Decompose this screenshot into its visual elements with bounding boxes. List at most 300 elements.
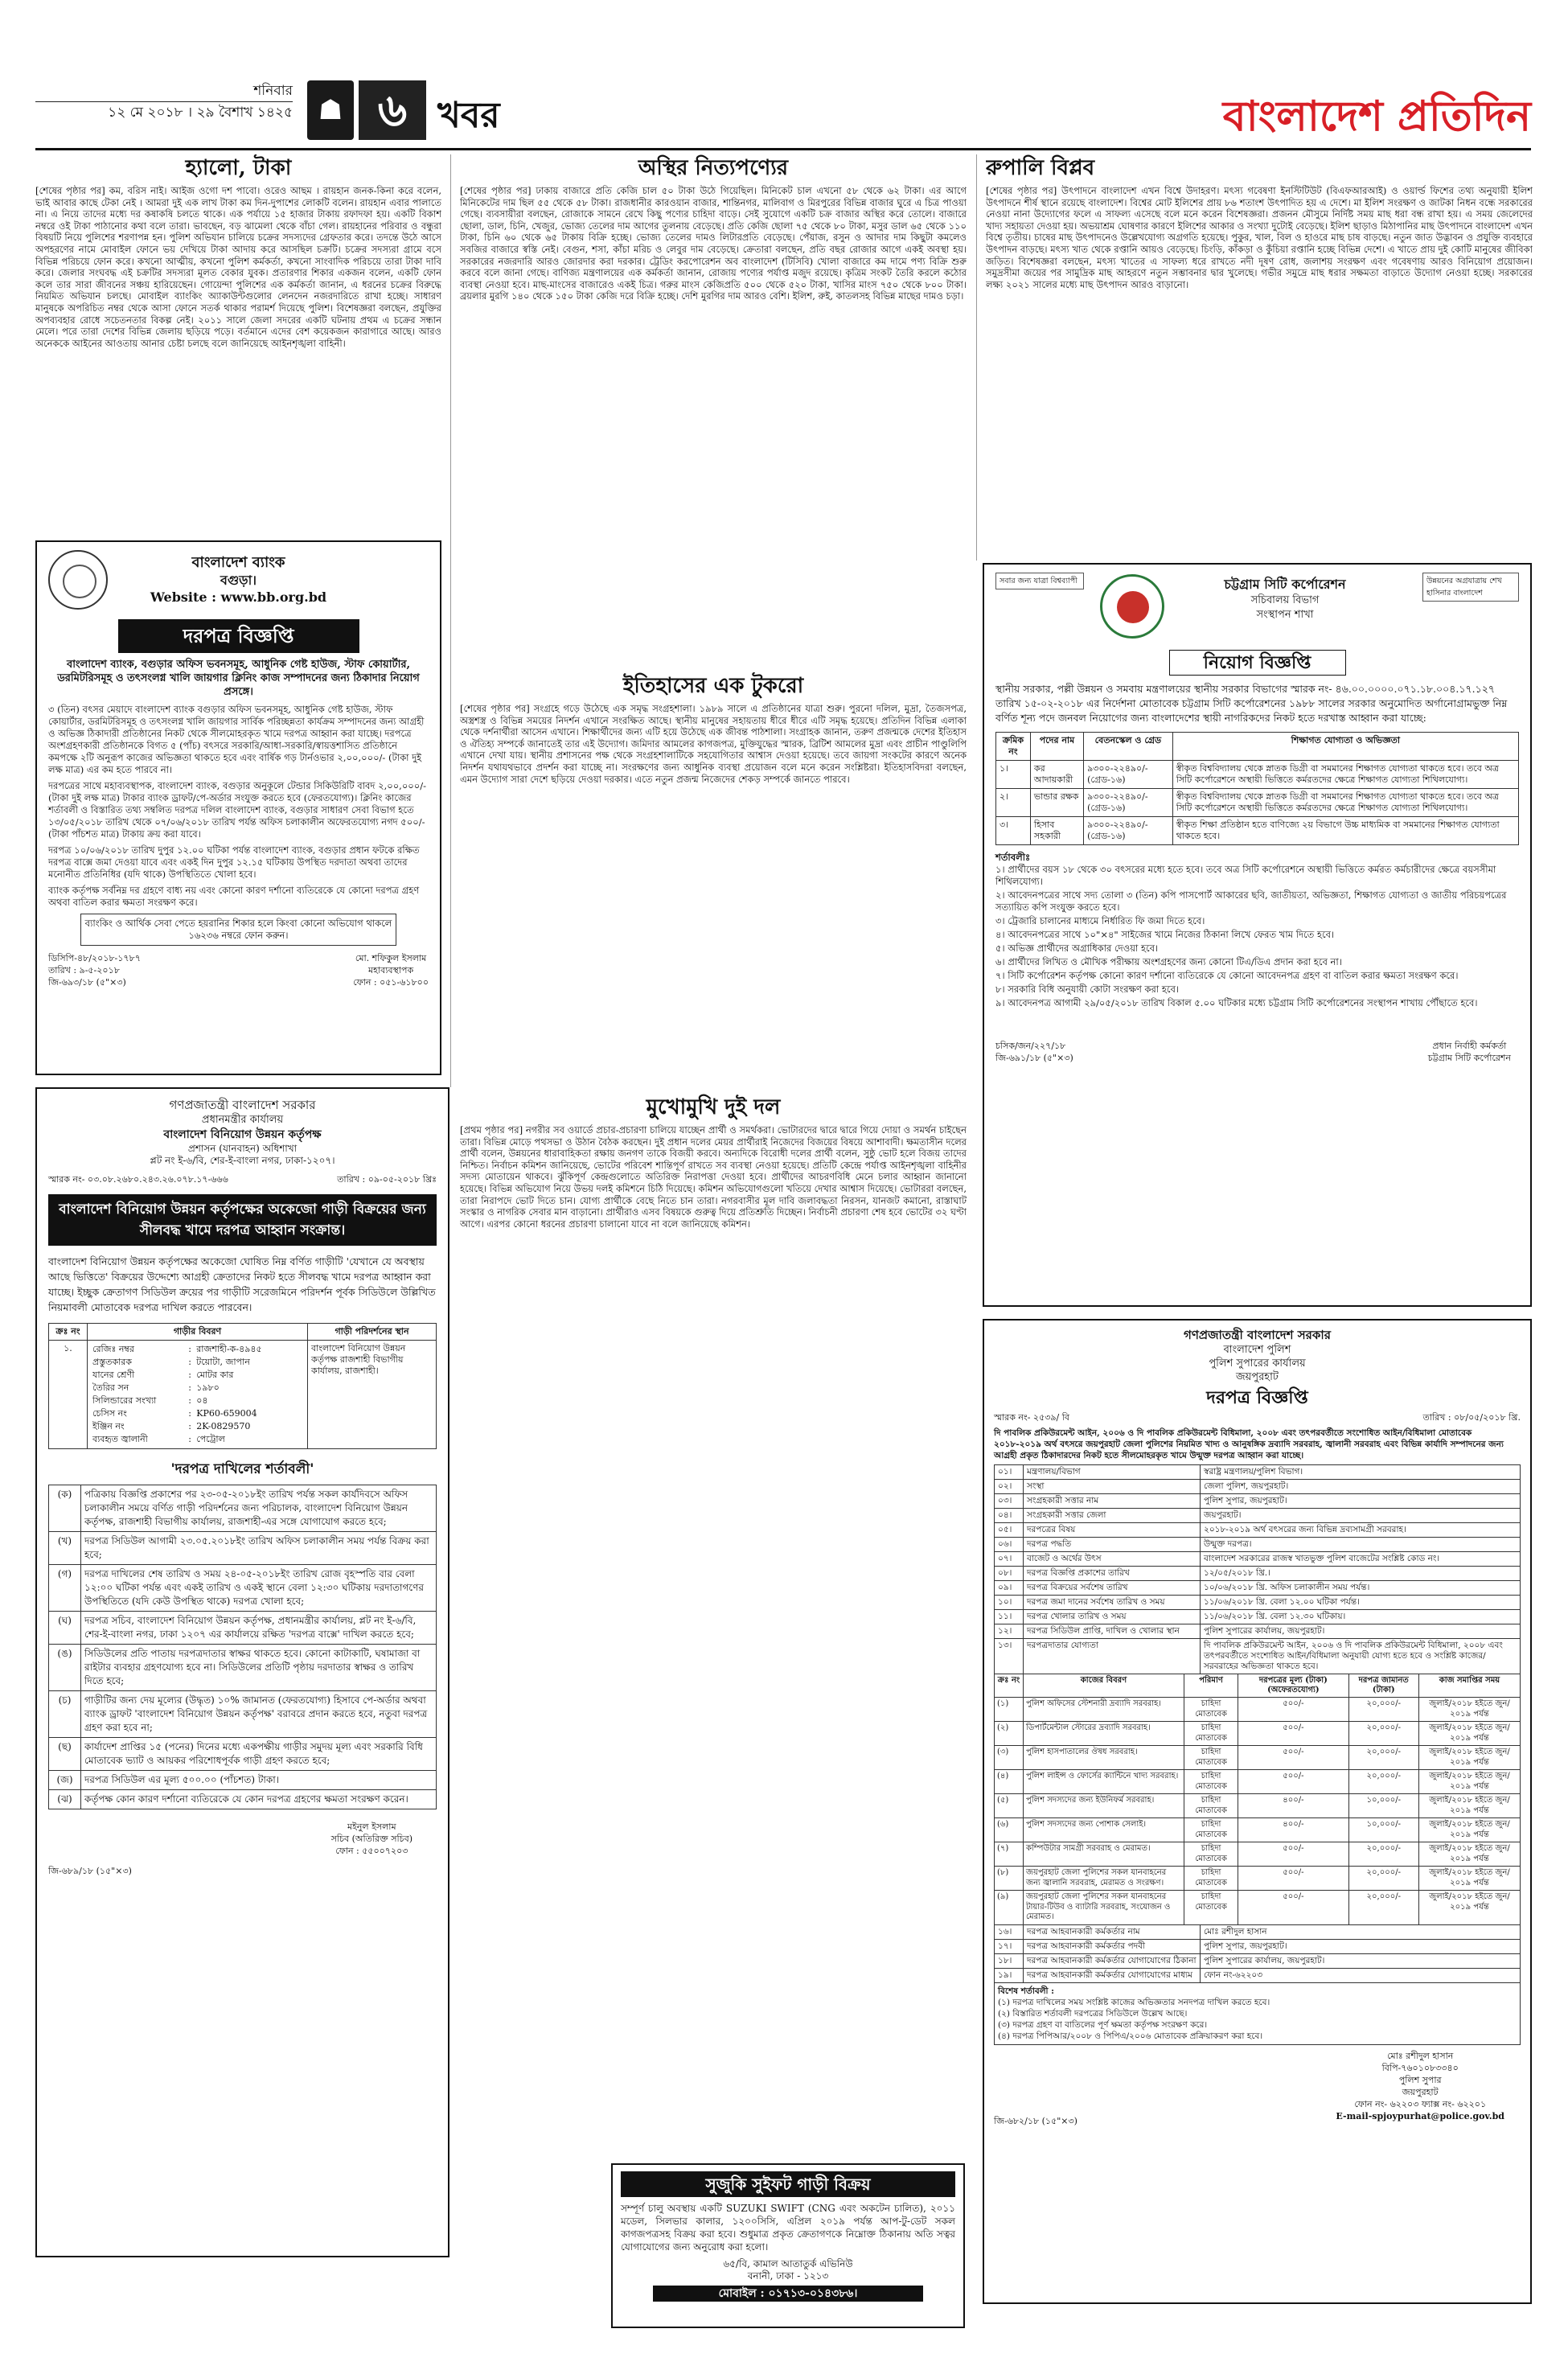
table-cell: মোঃ রশীদুল হাসান bbox=[1201, 1924, 1521, 1939]
term-text: পত্রিকায় বিজ্ঞপ্তি প্রকাশের পর ২৩-০৫-২০১৮ইং তারিখ পর্যন্ত সকল কার্যদিবসে অফিস চলাকালীন সময়ে বর্ণিত গাড়ী পরিদর্শনের জন্য পরিচালক, বাংলাদেশ বিনিয়োগ উন্নয়ন কর্তৃপক্ষ, রাজশাহী বিভাগীয় কার্যালয়, রাজশাহী-এর সঙ্গে যোগাযোগ করতে হবে; bbox=[81, 1485, 437, 1532]
ad-suzuki-swift bbox=[611, 2163, 965, 2328]
table-cell: পুলিশ হাসপাতালের ঔষধ সরবরাহ। bbox=[1024, 1746, 1184, 1770]
term-text: দরপত্র সচিব, বাংলাদেশ বিনিয়োগ উন্নয়ন কর্তৃপক্ষ, প্রধানমন্ত্রীর কার্যালয়, প্লট নং ই-৬/বি, শের-ই-বাংলা নগর, ঢাকা ১২০৭ এর কার্যালয়ে রক্ষিত 'দরপত্র বাক্সে' দাখিল করতে হবে; bbox=[81, 1612, 437, 1645]
term-key: (জ) bbox=[49, 1771, 81, 1790]
ad-bangladesh-bank-tender bbox=[35, 540, 441, 1075]
ad-address: ৬৫/বি, কামাল আতাতুর্ক এভিনিউ bbox=[723, 2258, 853, 2269]
table-cell: চাহিদা মোতাবেক bbox=[1184, 1891, 1238, 1925]
table-cell: (১) bbox=[995, 1698, 1024, 1722]
table-cell: ১১। bbox=[995, 1610, 1024, 1624]
date-line: ১২ মে ২০১৮ । ২৯ বৈশাখ ১৪২৫ bbox=[108, 105, 293, 121]
table-cell: জুলাই/২০১৮ হইতে জুন/২০১৯ পর্যন্ত bbox=[1418, 1794, 1520, 1818]
ad-ref: চসিক/জন/২২৭/১৮ bbox=[995, 1041, 1066, 1051]
table-header: দরপত্রের মূল্য (টাকা) (অফেরতযোগ্য) bbox=[1238, 1674, 1348, 1698]
table-row bbox=[995, 1567, 1521, 1581]
ad-title: দরপত্র বিজ্ঞপ্তি bbox=[118, 619, 359, 653]
table-cell: ৫০০/- bbox=[1238, 1746, 1348, 1770]
table-cell: ২। bbox=[996, 789, 1031, 817]
term-row bbox=[49, 1645, 437, 1691]
table-cell: পুলিশ অফিসের স্টেশনারী দ্রব্যাদি সরবরাহ। bbox=[1024, 1698, 1184, 1722]
ad-branch: বগুড়া। bbox=[220, 573, 257, 588]
ad-phone: ফোন : ৫৫০০৭২০৩ bbox=[335, 1846, 408, 1856]
table-cell: দরপত্রদাতার যোগ্যতা bbox=[1024, 1639, 1201, 1674]
table-cell: সংগ্রহকারী সত্তার জেলা bbox=[1024, 1509, 1201, 1523]
ad-code: জি-৬৮২/১৮ (১৫"×৩) bbox=[994, 2115, 1077, 2126]
table-cell: দরপত্র খোলার তারিখ ও সময় bbox=[1024, 1610, 1201, 1624]
table-cell: ৫০০/- bbox=[1238, 1770, 1348, 1794]
term-item: ১। প্রার্থীদের বয়স ১৮ থেকে ৩০ বৎসরের মধ্যে হতে হবে। তবে অত্র সিটি কর্পোরেশনে অস্থায়ী ভিত্তিতে কর্মরত কর্মচারীদের ক্ষেত্রে বয়সসীমা শিথিলযোগ্য। bbox=[995, 864, 1496, 887]
ad-code: জি-৬৯৩/১৮ (৫"×৩) bbox=[48, 977, 126, 988]
table-cell: কর আদায়কারী bbox=[1030, 761, 1083, 789]
table-row bbox=[995, 1581, 1521, 1596]
table-row bbox=[995, 1924, 1521, 1939]
ad-memo-date: তারিখ : ০৯-০৫-২০১৮ খ্রিঃ bbox=[337, 1174, 437, 1185]
table-row bbox=[995, 1509, 1521, 1523]
ad-body: সম্পূর্ণ চালু অবস্থায় একটি SUZUKI SWIFT (CNG এবং অকটেন চালিত), ২০১১ মডেল, সিলভার কালার, ১২০০সিসি, এপ্রিল ২০১৯ পর্যন্ত আপ-টু-ডেট সকল কাগজপত্রসহ বিক্রয় করা হবে। শুধুমাত্র প্রকৃত ক্রেতাগণকে নিম্নোক্ত ঠিকানায় অতি সত্বর যোগাযোগের জন্য অনুরোধ করা হলো। bbox=[621, 2203, 955, 2253]
table-row bbox=[995, 1596, 1521, 1610]
ad-corp: চট্টগ্রাম সিটি কর্পোরেশন bbox=[1224, 577, 1346, 592]
spec-row bbox=[91, 1394, 304, 1407]
table-row bbox=[995, 1523, 1521, 1538]
bangladesh-bank-seal-icon bbox=[48, 550, 108, 610]
works-table bbox=[994, 1674, 1521, 1925]
table-header: কাজের বিবরণ bbox=[1024, 1674, 1184, 1698]
spec-colon: : bbox=[188, 1434, 191, 1444]
tender-info-table bbox=[994, 1464, 1521, 1674]
table-cell: (৫) bbox=[995, 1794, 1024, 1818]
spec-colon: : bbox=[188, 1357, 191, 1367]
table-cell: চাহিদা মোতাবেক bbox=[1184, 1698, 1238, 1722]
ad-gov: গণপ্রজাতন্ত্রী বাংলাদেশ সরকার bbox=[169, 1098, 316, 1112]
term-row bbox=[49, 1691, 437, 1738]
masthead-rule bbox=[35, 148, 1531, 150]
table-row bbox=[995, 1538, 1521, 1552]
newspaper-logo: বাংলাদেশ প্রতিদিন bbox=[1222, 92, 1531, 141]
table-row bbox=[995, 1842, 1521, 1867]
column-divider bbox=[976, 154, 977, 561]
table-cell: ৯৩০০-২২৪৯০/- (গ্রেড-১৬) bbox=[1084, 789, 1173, 817]
table-cell: দরপত্র বিজ্ঞপ্তি প্রকাশের তারিখ bbox=[1024, 1567, 1201, 1581]
ad-intro: স্থানীয় সরকার, পল্লী উন্নয়ন ও সমবায় মন্ত্রণালয়ের স্থানীয় সরকার বিভাগের স্মারক নং- ৪৬.০০.০০০০.০৭১.১৮.০০৪.১৭.১২৭ তারিখ ১৫-০২-২০১৮ এর নির্দেশনা মোতাবেক চট্টগ্রাম সিটি কর্পোরেশনের ১৯৮৮ সালের সরকার অনুমোদিত অর্গানোগ্রামভুক্ত নিম্ন বর্ণিত শূন্য পদে জনবল নিয়োগের জন্য বাংলাদেশের স্থায়ী নাগরিকদের নিকট হতে দরখাস্ত আহ্বান করা যাচ্ছে: bbox=[995, 683, 1508, 724]
term-text: দরপত্র সিডিউল আগামী ২৩.০৫.২০১৮ইং তারিখ অফিস চলাকালীন সময় পর্যন্ত বিক্রয় করা হবে; bbox=[81, 1532, 437, 1565]
table-header: দরপত্র জামানত (টাকা) bbox=[1348, 1674, 1418, 1698]
table-header: গাড়ীর বিবরণ bbox=[88, 1324, 308, 1341]
table-cell: ১। bbox=[996, 761, 1031, 789]
spec-value: টয়োটা, জাপান bbox=[196, 1357, 250, 1367]
table-row bbox=[995, 1968, 1521, 1982]
table-cell: ১৯। bbox=[995, 1968, 1024, 1982]
table-cell: ০৭। bbox=[995, 1552, 1024, 1567]
term-row bbox=[49, 1485, 437, 1532]
table-cell: ২০,০০০/- bbox=[1348, 1770, 1418, 1794]
column-divider bbox=[450, 154, 451, 1087]
table-cell: (২) bbox=[995, 1722, 1024, 1746]
spec-value: রাজশাহী-ক-৪৯৪৫ bbox=[196, 1344, 262, 1354]
term-item: ৮। সরকারি বিধি অনুযায়ী কোটা সংরক্ষণ করা হবে। bbox=[995, 984, 1180, 995]
ad-phone: ফোন নং- ৬২২০৩ ফ্যাক্স নং- ৬২২০১ bbox=[1354, 2098, 1487, 2109]
term-row bbox=[49, 1738, 437, 1771]
vehicle-specs bbox=[88, 1341, 308, 1449]
table-cell: দি পাবলিক প্রকিউরমেন্ট আইন, ২০০৬ ও দি পাবলিক প্রকিউরমেন্ট বিধিমালা, ২০০৮ এবং তৎপরবর্তীতে সংশোধিত আইন/বিধিমালা অনুযায়ী যোগ্য হতে হবে ও সংশ্লিষ্ট কাজের/সরবরাহের অভিজ্ঞতা থাকতে হবে। bbox=[1201, 1639, 1521, 1674]
table-cell: সংস্থা bbox=[1024, 1480, 1201, 1494]
ad-org: বাংলাদেশ পুলিশ bbox=[1223, 1344, 1291, 1356]
term-row bbox=[49, 1565, 437, 1612]
table-cell: দরপত্র বিক্রয়ের সর্বশেষ তারিখ bbox=[1024, 1581, 1201, 1596]
ad-banner: বাংলাদেশ বিনিয়োগ উন্নয়ন কর্তৃপক্ষের অকেজো গাড়ী বিক্রয়ের জন্য সীলবদ্ধ খামে দরপত্র আহ্বান সংক্রান্ত। bbox=[48, 1194, 437, 1246]
spec-label: তৈরির সন bbox=[92, 1382, 129, 1393]
ad-hotline: ব্যাংকিং ও আর্থিক সেবা পেতে হয়রানির শিকার হলে কিংবা কোনো অভিযোগ থাকলে ১৬২৩৬ নম্বরে ফোন করুন। bbox=[80, 914, 396, 946]
table-row bbox=[995, 1794, 1521, 1818]
table-cell: চাহিদা মোতাবেক bbox=[1184, 1818, 1238, 1842]
table-cell: ৯৩০০-২২৪৯০/- (গ্রেড-১৬) bbox=[1084, 817, 1173, 845]
table-cell: ১১/০৬/২০১৮ খ্রি. বেলা ১২.০০ ঘটিকা পর্যন্ত। bbox=[1201, 1596, 1521, 1610]
term-row bbox=[49, 1532, 437, 1565]
ad-paragraph: ব্যাংক কর্তৃপক্ষ সর্বনিম্ন দর গ্রহণে বাধ্য নয় এবং কোনো কারণ দর্শানো ব্যতিরেকে যে কোনো দরপত্র গ্রহণ অথবা বাতিল করার ক্ষমতা সংরক্ষণ করে। bbox=[48, 885, 420, 908]
article-headline: হ্যালো, টাকা bbox=[185, 156, 292, 180]
page-number: ৬ bbox=[359, 80, 426, 140]
table-row bbox=[996, 789, 1519, 817]
table-row bbox=[996, 817, 1519, 845]
table-cell: পুলিশ সুপার, জয়পুরহাট। bbox=[1201, 1494, 1521, 1509]
term-text: কার্যাদেশ প্রাপ্তির ১৫ (পনের) দিনের মধ্যে একপক্ষীয় গাড়ীর সমুদয় মূল্য এবং সরকারি বিধি মোতাবেক ভ্যাট ও আয়কর পরিশোধপূর্বক গাড়ী গ্রহণ করতে হবে; bbox=[81, 1738, 437, 1771]
ad-office: পুলিশ সুপারের কার্যালয় bbox=[1209, 1357, 1306, 1370]
left-badge: সবার জন্য যাত্রা বিশ্বব্যাপী bbox=[995, 573, 1084, 589]
ad-office: প্রধানমন্ত্রীর কার্যালয় bbox=[201, 1114, 284, 1126]
ad-intro: বাংলাদেশ বিনিয়োগ উন্নয়ন কর্তৃপক্ষের অকেজো ঘোষিত নিম্ন বর্ণিত গাড়ীটি 'যেখানে যে অবস্থায় আছে ভিত্তিতে' বিক্রয়ের উদ্দেশ্যে আগ্রহী ক্রেতাদের নিকট হতে সীলবদ্ধ খামে দরপত্র আহ্বান করা যাচ্ছে। ইচ্ছুক ক্রেতাগণ সিডিউল ক্রয়ের পর গাড়ীটি সরেজমিনে পরিদর্শন পূর্বক সিডিউলে উল্লিখিত নিয়মাবলী মোতাবেক দরপত্র দাখিল করতে পারবেন। bbox=[48, 1255, 436, 1313]
ad-signer: মোঃ রশীদুল হাসান bbox=[1387, 2050, 1454, 2061]
table-cell: জুলাই/২০১৮ হইতে জুন/২০১৯ পর্যন্ত bbox=[1418, 1698, 1520, 1722]
term-item: ২। আবেদনপত্রের সাথে সদ্য তোলা ৩ (তিন) কপি পাসপোর্ট আকারের ছবি, জাতীয়তা, অভিজ্ঞতা, শিক্ষাগত যোগ্যতা ও জাতীয় পরিচয়পত্রের সত্যায়িত কপি সংযুক্ত করতে হবে। bbox=[995, 889, 1507, 913]
table-cell: পুলিশ সুপারের কার্যালয়, জয়পুরহাট। bbox=[1201, 1953, 1521, 1968]
ad-badge: বিপি-৭৬০১০৮৩৩৪০ bbox=[1381, 2062, 1459, 2073]
table-header: পদের নাম bbox=[1030, 733, 1083, 761]
weekday: শনিবার bbox=[35, 80, 293, 102]
article-rice-prices bbox=[460, 154, 967, 669]
table-cell: হিসাব সহকারী bbox=[1030, 817, 1083, 845]
ad-signer-title: পুলিশ সুপার bbox=[1398, 2074, 1442, 2085]
spec-colon: : bbox=[188, 1395, 191, 1406]
ad-org: বাংলাদেশ ব্যাংক bbox=[191, 554, 285, 571]
table-cell: স্বীকৃত বিশ্ববিদ্যালয় থেকে স্নাতক ডিগ্রী বা সমমানের শিক্ষাগত যোগ্যতা থাকতে হবে। তবে অত্র সিটি কর্পোরেশনে অস্থায়ী ভিত্তিতে কর্মরতদের ক্ষেত্রে শিক্ষাগত যোগ্যতা শিথিলযোগ্য। bbox=[1172, 789, 1518, 817]
table-row bbox=[995, 1939, 1521, 1953]
spec-row bbox=[91, 1420, 304, 1433]
table-cell: ৫০০/- bbox=[1238, 1698, 1348, 1722]
article-body: [প্রথম পৃষ্ঠার পর] নগরীর সব ওয়ার্ডে প্রচার-প্রচারণা চালিয়ে যাচ্ছেন প্রার্থী ও সমর্থকরা। ভোটারদের দ্বারে দ্বারে গিয়ে দোয়া ও সমর্থন চাইছেন তারা। বিভিন্ন মোড়ে পথসভা ও উঠান বৈঠক করছেন। দুই প্রধান দলের মেয়র প্রার্থীরাই নিজেদের বিজয়ের বিষয়ে আশাবাদী। ক্ষমতাসীন দলের প্রার্থী বলেন, উন্নয়নের ধারাবাহিকতা রক্ষায় জনগণ তাকে বিজয়ী করবে। অন্যদিকে বিরোধী দলের প্রার্থী বলেন, সুষ্ঠু ভোট হলে বিজয় তাদের নিশ্চিত। নির্বাচন কমিশন জানিয়েছে, ভোটের পরিবেশ শান্তিপূর্ণ রাখতে সব ব্যবস্থা নেওয়া হয়েছে। প্রতিটি কেন্দ্রে পর্যাপ্ত আইনশৃঙ্খলা বাহিনীর সদস্য মোতায়েন থাকবে। ঝুঁকিপূর্ণ কেন্দ্রগুলোতে অতিরিক্ত নিরাপত্তা দেওয়া হবে। প্রার্থীদের আচরণবিধি মেনে চলার আহ্বান জানানো হয়েছে। বিভিন্ন অভিযোগ নিয়ে উভয় দলই কমিশনে চিঠি দিয়েছে। কমিশন অভিযোগগুলো খতিয়ে দেখার আশ্বাস দিয়েছে। ভোটাররা বলছেন, তারা নিরাপদে ভোট দিতে চান। যোগ্য প্রার্থীকে বেছে নিতে চান তারা। নগরবাসীর মূল দাবি জলাবদ্ধতা নিরসন, যানজট কমানো, রাস্তাঘাট সংস্কার ও নাগরিক সেবার মান বাড়ানো। প্রার্থীরাও এসব বিষয়কে গুরুত্ব দিয়ে প্রতিশ্রুতি দিচ্ছেন। নির্বাচনী প্রচারণা শেষ হবে ভোটের ৩২ ঘণ্টা আগে। এরপর কোনো ধরনের প্রচারণা চালানো যাবে না বলে জানিয়েছে কমিশন। bbox=[460, 1124, 967, 1230]
term-row bbox=[49, 1771, 437, 1790]
spec-colon: : bbox=[188, 1421, 191, 1431]
ad-gov: গণপ্রজাতন্ত্রী বাংলাদেশ সরকার bbox=[1184, 1328, 1331, 1342]
ad-signer-title: মহাব্যবস্থাপক bbox=[368, 965, 414, 975]
table-cell: দরপত্র পদ্ধতি bbox=[1024, 1538, 1201, 1552]
table-header-row bbox=[996, 733, 1519, 761]
term-item: ৩। ট্রেজারি চালানের মাধ্যমে নির্ধারিত ফি জমা দিতে হবে। bbox=[995, 915, 1205, 926]
table-cell: ৪০০/- bbox=[1238, 1794, 1348, 1818]
table-cell: ১০,০০০/- bbox=[1348, 1818, 1418, 1842]
table-row bbox=[995, 1465, 1521, 1480]
table-cell: চাহিদা মোতাবেক bbox=[1184, 1794, 1238, 1818]
article-headline: রুপালি বিপ্লব bbox=[986, 156, 1095, 180]
ad-branch: সংস্থাপন শাখা bbox=[1256, 609, 1314, 621]
table-row bbox=[995, 1494, 1521, 1509]
table-row bbox=[995, 1480, 1521, 1494]
table-cell: পুলিশ সুপারের কার্যালয়, জয়পুরহাট। bbox=[1201, 1624, 1521, 1639]
ad-bida-car-tender bbox=[35, 1087, 449, 2257]
table-row bbox=[995, 1818, 1521, 1842]
table-cell: ১২। bbox=[995, 1624, 1024, 1639]
ad-wing: প্রশাসন (যানবাহন) অধিশাখা bbox=[187, 1143, 298, 1154]
table-row bbox=[995, 1639, 1521, 1674]
spec-value: ০৪ bbox=[196, 1395, 208, 1406]
table-row bbox=[995, 1891, 1521, 1925]
table-row bbox=[995, 1867, 1521, 1891]
special-term: (২) বিস্তারিত শর্তাবলী দরপত্রের সিডিউলে উল্লেখ আছে। bbox=[998, 2008, 1188, 2019]
spec-label: যানের শ্রেণী bbox=[92, 1370, 135, 1380]
table-cell: জয়পুরহাট জেলা পুলিশের সকল যানবাহনের টায়ার-টিউব ও ব্যাটারি সরবরাহ, সংযোজন ও মেরামত। bbox=[1024, 1891, 1184, 1925]
article-body: [শেষের পৃষ্ঠার পর] ঢাকায় বাজারে প্রতি কেজি চাল ৫০ টাকা উঠে গিয়েছিল। মিনিকেট চাল এখনো ৫৮ থেকে ৬২ টাকা। এর আগে মিনিকেটের দাম ছিল ৫৫ থেকে ৫৮ টাকা। রাজধানীর কারওয়ান বাজার, শান্তিনগর, মালিবাগ ও মিরপুরের বিভিন্ন বাজার ঘুরে এ চিত্র পাওয়া গেছে। ব্যবসায়ীরা বলছেন, রোজাকে সামনে রেখে কিছু পণ্যের চাহিদা বাড়ে। সেই সুযোগে একটি চক্র বাজার অস্থির করে তোলে। বাজারে ছোলা, ডাল, চিনি, খেজুর, ভোজ্য তেলের দাম আগের তুলনায় বেড়েছে। প্রতি কেজি ছোলা ৭৫ থেকে ৮০ টাকা, মসুর ডাল ৬৫ থেকে ১১০ টাকা, চিনি ৬০ থেকে ৬৫ টাকায় বিক্রি হচ্ছে। ভোজ্য তেলের দামও লিটারপ্রতি বেড়েছে। পেঁয়াজ, রসুন ও আদার দাম কিছুটা কমলেও সবজির বাজারে স্বস্তি নেই। বেগুন, শসা, কাঁচা মরিচ ও লেবুর দাম বেড়েছে। ক্রেতারা বলছেন, প্রতি বছর রোজার আগে একই অবস্থা হয়। সরকারের নজরদারি আরও জোরদার করা দরকার। ট্রেডিং করপোরেশন অব বাংলাদেশ (টিসিবি) খোলা বাজারে কম দামে পণ্য বিক্রি শুরু করবে বলে জানা গেছে। বাণিজ্য মন্ত্রণালয়ের এক কর্মকর্তা জানান, রোজায় পণ্যের পর্যাপ্ত মজুদ রয়েছে। কৃত্রিম সংকট তৈরি করলে কঠোর ব্যবস্থা নেওয়া হবে। মাছ-মাংসের বাজারেও একই চিত্র। গরুর মাংস কেজিপ্রতি ৫০০ থেকে ৫২০ টাকা, খাসির মাংস ৭৫০ থেকে ৮০০ টাকা। ব্রয়লার মুরগি ১৪০ থেকে ১৫০ টাকা কেজি দরে বিক্রি হচ্ছে। দেশি মুরগির দাম আরও বেশি। ইলিশ, রুই, কাতলসহ বিভিন্ন মাছের দামও চড়া। bbox=[460, 185, 967, 302]
table-cell: ০৩। bbox=[995, 1494, 1024, 1509]
table-row bbox=[995, 1722, 1521, 1746]
ad-signer: মো. শফিকুল ইসলাম bbox=[355, 953, 427, 963]
ad-ref: ডিসিপি-৪৮/২০১৮-১৭৮৭ bbox=[48, 953, 141, 963]
table-cell: ১০,০০০/- bbox=[1348, 1794, 1418, 1818]
ad-signer-org: চট্টগ্রাম সিটি কর্পোরেশন bbox=[1427, 1053, 1511, 1063]
table-cell: স্বীকৃত শিক্ষা প্রতিষ্ঠান হতে বাণিজ্যে ২য় বিভাগে উচ্চ মাধ্যমিক বা সমমানের শিক্ষাগত যোগ্যতা থাকতে হবে। bbox=[1172, 817, 1518, 845]
spec-colon: : bbox=[188, 1344, 191, 1354]
table-cell: ২০,০০০/- bbox=[1348, 1746, 1418, 1770]
term-text: দরপত্র সিডিউল এর মূল্য ৫০০.০০ (পাঁচশত) টাকা। bbox=[81, 1771, 437, 1790]
table-cell: দরপত্র আহবানকারী কর্মকর্তার নাম bbox=[1024, 1924, 1201, 1939]
officer-table bbox=[994, 1924, 1521, 1983]
ad-title: সুজুকি সুইফট গাড়ী বিক্রয় bbox=[621, 2171, 955, 2197]
table-cell: বাজেট ও অর্থের উৎস bbox=[1024, 1552, 1201, 1567]
table-header: বেতনস্কেল ও গ্রেড bbox=[1084, 733, 1173, 761]
table-cell: ২০,০০০/- bbox=[1348, 1842, 1418, 1867]
masthead bbox=[35, 80, 1531, 145]
table-cell: (৬) bbox=[995, 1818, 1024, 1842]
table-cell: স্বীকৃত বিশ্ববিদ্যালয় থেকে স্নাতক ডিগ্রী বা সমমানের শিক্ষাগত যোগ্যতা থাকতে হবে। তবে অত্র সিটি কর্পোরেশনে অস্থায়ী ভিত্তিতে কর্মরতদের ক্ষেত্রে শিক্ষাগত যোগ্যতা শিথিলযোগ্য। bbox=[1172, 761, 1518, 789]
article-two-faces bbox=[460, 1094, 967, 2163]
table-row bbox=[995, 1698, 1521, 1722]
table-cell: পুলিশ সদস্যদের জন্য পোশাক সেলাই। bbox=[1024, 1818, 1184, 1842]
ad-code: জি-৬৯১/১৮ (৫"×৩) bbox=[995, 1053, 1073, 1063]
table-row bbox=[995, 1624, 1521, 1639]
ad-headline: বাংলাদেশ ব্যাংক, বগুড়ার অফিস ভবনসমূহ, আধুনিক গেষ্ট হাউজ, স্টাফ কোয়ার্টার, ডরমিটরিসমূহ ও তৎসংলগ্ন খালি জায়গার ক্লিনিং কাজ সম্পাদনের জন্য ঠিকাদার নিয়োগ প্রসঙ্গে। bbox=[57, 659, 420, 698]
term-row bbox=[49, 1612, 437, 1645]
vehicle-table bbox=[48, 1323, 437, 1449]
term-key: (খ) bbox=[49, 1532, 81, 1565]
spec-value: ১৯৮০ bbox=[196, 1382, 220, 1393]
table-cell: চাহিদা মোতাবেক bbox=[1184, 1842, 1238, 1867]
spec-label: প্রস্তুতকারক bbox=[92, 1357, 133, 1367]
table-cell: (৩) bbox=[995, 1746, 1024, 1770]
table-cell: চাহিদা মোতাবেক bbox=[1184, 1746, 1238, 1770]
issue-date bbox=[35, 80, 293, 123]
ad-address: প্লট নং ই-৬/বি, শের-ই-বাংলা নগর, ঢাকা-১২০৭। bbox=[150, 1155, 335, 1166]
table-cell: মন্ত্রণালয়/বিভাগ bbox=[1024, 1465, 1201, 1480]
table-cell: স্বরাষ্ট্র মন্ত্রণালয়/পুলিশ বিভাগ। bbox=[1201, 1465, 1521, 1480]
table-header: কাজ সমাপ্তির সময় bbox=[1418, 1674, 1520, 1698]
terms-title: 'দরপত্র দাখিলের শর্তাবলী' bbox=[170, 1461, 314, 1477]
ad-date: তারিখ : ৯-৫-২০১৮ bbox=[48, 965, 120, 975]
table-cell: পুলিশ লাইন্স ও ফোর্সের ক্যান্টিনে খাদ্য সরবরাহ। bbox=[1024, 1770, 1184, 1794]
term-item: ৯। আবেদনপত্র আগামী ২৯/০৫/২০১৮ তারিখ বিকাল ৫.০০ ঘটিকার মধ্যে চট্টগ্রাম সিটি কর্পোরেশনের সংস্থাপন শাখায় পৌঁছাতে হবে। bbox=[995, 997, 1478, 1008]
terms-list bbox=[995, 864, 1519, 1009]
table-cell: পুলিশ সুপার, জয়পুরহাট। bbox=[1201, 1939, 1521, 1953]
term-key: (চ) bbox=[49, 1691, 81, 1738]
spec-row bbox=[91, 1407, 304, 1420]
table-cell: ৫০০/- bbox=[1238, 1891, 1348, 1925]
spec-label: চেসিস নং bbox=[92, 1408, 127, 1419]
table-cell: ১০। bbox=[995, 1596, 1024, 1610]
table-cell: দরপত্র আহবানকারী কর্মকর্তার যোগাযোগের ঠিকানা bbox=[1024, 1953, 1201, 1968]
spec-row bbox=[91, 1433, 304, 1446]
spec-label: রেজিঃ নম্বর bbox=[92, 1344, 134, 1354]
table-cell: সংগ্রহকারী সত্তার নাম bbox=[1024, 1494, 1201, 1509]
table-cell: দরপত্র সিডিউল প্রাপ্তি, দাখিল ও খোলার স্থান bbox=[1024, 1624, 1201, 1639]
ad-police-tender bbox=[983, 1319, 1532, 2304]
ad-dept: সচিবালয় বিভাগ bbox=[1250, 594, 1320, 606]
table-cell: (৪) bbox=[995, 1770, 1024, 1794]
table-cell: ১৭। bbox=[995, 1939, 1024, 1953]
table-cell: দরপত্র আহবানকারী কর্মকর্তার পদবী bbox=[1024, 1939, 1201, 1953]
table-row bbox=[996, 761, 1519, 789]
table-cell: বাংলাদেশ সরকারের রাজস্ব খাতভুক্ত পুলিশ বাজেটের সংশ্লিষ্ট কোড নং। bbox=[1201, 1552, 1521, 1567]
ad-phone: ফোন : ০৫১-৬১৮০০ bbox=[353, 977, 429, 988]
article-body: [শেষের পৃষ্ঠার পর] উৎপাদনে বাংলাদেশ এখন বিশ্বে উদাহরণ। মৎস্য গবেষণা ইনস্টিটিউট (বিএফআরআই) ও ওয়ার্ল্ড ফিশের তথ্য অনুযায়ী ইলিশ উৎপাদনে শীর্ষ স্থানে রয়েছে বাংলাদেশ। বিশ্বের মোট ইলিশের প্রায় ৮৬ শতাংশ উৎপাদিত হয় এ দেশে। মা ইলিশ সংরক্ষণ ও জাটকা নিধন বন্ধে সরকারের নেওয়া নানা উদ্যোগের ফলে এ সাফল্য এসেছে বলে মনে করেন বিশেষজ্ঞরা। প্রজনন মৌসুমে নির্দিষ্ট সময় মাছ ধরা বন্ধ রাখা হয়। এ সময় জেলেদের খাদ্য সহায়তা দেওয়া হয়। অভয়াশ্রম ঘোষণার কারণে ইলিশের আকার ও সংখ্যা দুটোই বেড়েছে। ইলিশ ছাড়াও মিঠাপানির মাছ উৎপাদনে বাংলাদেশ এখন বিশ্বে তৃতীয়। চাষের মাছ উৎপাদনেও উল্লেখযোগ্য অগ্রগতি হয়েছে। পুকুর, খাল, বিল ও হাওরে মাছ চাষ বাড়ছে। নতুন জাত উদ্ভাবন ও প্রযুক্তি ব্যবহারে উৎপাদন বাড়ছে। মৎস্য খাত থেকে রপ্তানি আয়ও বেড়েছে। চিংড়ি, কাঁকড়া ও কুঁচিয়া রপ্তানি হচ্ছে বিভিন্ন দেশে। এ খাতে প্রায় দুই কোটি মানুষের জীবিকা জড়িত। বিশেষজ্ঞরা বলছেন, মৎস্য খাতের এ সাফল্য ধরে রাখতে নদী দূষণ রোধ, জলাশয় সংরক্ষণ এবং গবেষণায় আরও বিনিয়োগ প্রয়োজন। সমুদ্রসীমা জয়ের পর সামুদ্রিক মাছ আহরণে নতুন সম্ভাবনার দ্বার খুলেছে। গভীর সমুদ্রে মাছ ধরার সক্ষমতা বাড়াতে উদ্যোগ নেওয়া হচ্ছে। সরকারের লক্ষ্য ২০২১ সালের মধ্যে মাছ উৎপাদন আরও বাড়ানো। bbox=[986, 185, 1533, 290]
term-item: ৭। সিটি কর্পোরেশন কর্তৃপক্ষ কোনো কারণ দর্শানো ব্যতিরেকে যে কোনো আবেদনপত্র গ্রহণ বা বাতিল করার ক্ষমতা সংরক্ষণ করে। bbox=[995, 970, 1459, 981]
table-row bbox=[995, 1552, 1521, 1567]
ad-memo-date: তারিখ : ০৮/০৫/২০১৮ খ্রি. bbox=[1422, 1412, 1521, 1423]
table-cell: জয়পুরহাট জেলা পুলিশের সকল যানবাহনের জন্য জ্বালানি সরবরাহ, মেরামত ও সংরক্ষণ। bbox=[1024, 1867, 1184, 1891]
table-cell: দরপত্র জমা দানের সর্বশেষ তারিখ ও সময় bbox=[1024, 1596, 1201, 1610]
terms-title: শর্তাবলীঃ bbox=[995, 852, 1031, 863]
table-cell: ২০,০০০/- bbox=[1348, 1867, 1418, 1891]
table-cell: ৪০০/- bbox=[1238, 1818, 1348, 1842]
table-cell: ০৬। bbox=[995, 1538, 1024, 1552]
article-headline: অস্থির নিত্যপণ্যের bbox=[638, 156, 789, 180]
table-cell: ০৫। bbox=[995, 1523, 1024, 1538]
table-cell: ৩। bbox=[996, 817, 1031, 845]
table-cell: ০৯। bbox=[995, 1581, 1024, 1596]
table-cell: ডিপার্টমেন্টাল স্টোরের দ্রব্যাদি সরবরাহ। bbox=[1024, 1722, 1184, 1746]
ad-email: E-mail-spjoypurhat@police.gov.bd bbox=[1336, 2110, 1504, 2121]
table-cell: ২০,০০০/- bbox=[1348, 1891, 1418, 1925]
table-cell: জুলাই/২০১৮ হইতে জুন/২০১৯ পর্যন্ত bbox=[1418, 1867, 1520, 1891]
term-item: ৪। আবেদনপত্রের সাথে ১০"×৪" সাইজের খামে নিজের ঠিকানা লিখে ফেরত খাম দিতে হবে। bbox=[995, 929, 1335, 940]
ad-district: জয়পুরহাট bbox=[1236, 1371, 1279, 1383]
section-name: খবর bbox=[437, 95, 500, 136]
special-terms-title: বিশেষ শর্তাবলী : bbox=[998, 1986, 1055, 1996]
article-silver-revolution bbox=[986, 154, 1533, 555]
table-cell: জুলাই/২০১৮ হইতে জুন/২০১৯ পর্যন্ত bbox=[1418, 1818, 1520, 1842]
term-item: ৬। প্রার্থীদের লিখিত ও মৌখিক পরীক্ষায় অংশগ্রহণের জন্য কোনো টিএ/ডিএ প্রদান করা হবে না। bbox=[995, 956, 1342, 967]
table-header: ক্রঃ নং bbox=[995, 1674, 1024, 1698]
ad-signer-district: জয়পুরহাট bbox=[1402, 2086, 1439, 2097]
table-cell: ১৮। bbox=[995, 1953, 1024, 1968]
table-cell: ২০,০০০/- bbox=[1348, 1698, 1418, 1722]
term-key: (ঘ) bbox=[49, 1612, 81, 1645]
spec-colon: : bbox=[188, 1382, 191, 1393]
spec-label: ব্যবহৃত জ্বালানী bbox=[92, 1434, 148, 1444]
table-cell: ০৪। bbox=[995, 1509, 1024, 1523]
table-cell: জয়পুরহাট। bbox=[1201, 1509, 1521, 1523]
term-item: ৫। অভিজ্ঞ প্রার্থীদের অগ্রাধিকার দেওয়া হবে। bbox=[995, 943, 1159, 954]
posts-table bbox=[995, 732, 1519, 845]
table-cell: ২০১৮-২০১৯ অর্থ বৎসরের জন্য বিভিন্ন দ্রব্যসামগ্রী সরবরাহ। bbox=[1201, 1523, 1521, 1538]
special-term: (৩) দরপত্র গ্রহণ বা বাতিলের পূর্ণ ক্ষমতা কর্তৃপক্ষ সংরক্ষণ করে। bbox=[998, 2019, 1208, 2030]
table-cell: ৫০০/- bbox=[1238, 1867, 1348, 1891]
term-key: (গ) bbox=[49, 1565, 81, 1612]
term-row bbox=[49, 1790, 437, 1809]
city-corporation-seal-icon bbox=[1100, 574, 1164, 639]
table-cell: ফোন নং-৬২২০৩ bbox=[1201, 1968, 1521, 1982]
ad-ctg-recruitment bbox=[983, 563, 1532, 1307]
table-header: পরিমাণ bbox=[1184, 1674, 1238, 1698]
table-header: ক্রমিক নং bbox=[996, 733, 1031, 761]
table-header: ক্রঃ নং bbox=[49, 1324, 88, 1341]
table-cell: ১৬। bbox=[995, 1924, 1024, 1939]
term-text: সিডিউলের প্রতি পাতায় দরপত্রদাতার স্বাক্ষর থাকতে হবে। কোনো কাটাকাটি, ঘষামাজা বা রাইটার ব্যবহার গ্রহণযোগ্য হবে না। সিডিউলের প্রতিটি পৃষ্ঠায় দরদাতার স্বাক্ষর ও তারিখ দিতে হবে; bbox=[81, 1645, 437, 1691]
spec-value: মোটর কার bbox=[196, 1370, 234, 1380]
article-headline: মুখোমুখি দুই দল bbox=[646, 1095, 781, 1119]
ad-paragraph: ৩ (তিন) বৎসর মেয়াদে বাংলাদেশ ব্যাংক বগুড়ার অফিস ভবনসমূহ, আধুনিক গেষ্ট হাউজ, স্টাফ কোয়ার্টার, ডরমিটরিসমূহ ও তৎসংলগ্ন খালি জায়গার সার্বিক পরিচ্ছন্নতা কার্যক্রম সম্পাদনের জন্য আগ্রহী ও অভিজ্ঞ ঠিকাদারী প্রতিষ্ঠানের নিকট থেকে সীলমোহরকৃত খামে দরপত্র আহ্বান করা যাচ্ছে। দরপত্রে অংশগ্রহণকারী প্রতিষ্ঠানকে বিগত ৫ (পাঁচ) বৎসরে সরকারি/আধা-সরকারি/স্বায়ত্তশাসিত প্রতিষ্ঠানে কমপক্ষে ২টি অনুরূপ কাজের অভিজ্ঞতা থাকতে হবে এবং বার্ষিক গড় টার্নওভার ২,০০,০০০/- (টাকা দুই লক্ষ মাত্র) এর কম হতে পারবে না। bbox=[48, 704, 425, 775]
term-text: গাড়ীটির জন্য দেয় মূল্যের (উদ্ধৃত) ১০% জামানত (ফেরতযোগ্য) হিসাবে পে-অর্ডার অথবা ব্যাংক ড্রাফট 'বাংলাদেশ বিনিয়োগ উন্নয়ন কর্তৃপক্ষ' বরাবরে প্রদান করতে হবে, নতুবা দরপত্র গ্রহণ করা হবে না; bbox=[81, 1691, 437, 1738]
spec-colon: : bbox=[188, 1370, 191, 1380]
spec-label: সিলিন্ডারের সংখ্যা bbox=[92, 1395, 157, 1406]
table-cell: ৫০০/- bbox=[1238, 1842, 1348, 1867]
page-badge bbox=[307, 80, 428, 140]
spec-value: পেট্রোল bbox=[196, 1434, 225, 1444]
ad-memo: স্মারক নং- ০৩.০৮.২৬৮০.২৪৩.২৬.০৭৮.১৭-৬৬৬ bbox=[48, 1174, 228, 1185]
terms-table bbox=[48, 1485, 437, 1809]
ad-mobile: মোবাইল : ০১৭১৩-০১৪৩৮৬। bbox=[653, 2286, 923, 2302]
table-cell: ১০/০৬/২০১৮ খ্রি. অফিস চলাকালীন সময় পর্যন্ত। bbox=[1201, 1581, 1521, 1596]
ad-website: Website : www.bb.org.bd bbox=[150, 589, 327, 605]
table-header-row bbox=[995, 1674, 1521, 1698]
table-cell: জুলাই/২০১৮ হইতে জুন/২০১৯ পর্যন্ত bbox=[1418, 1770, 1520, 1794]
ad-paragraph: দরপত্র ১০/০৬/২০১৮ তারিখ দুপুর ১২.০০ ঘটিকা পর্যন্ত বাংলাদেশ ব্যাংক, বগুড়ার প্রধান ফটকে রক্ষিত দরপত্র বাক্সে জমা দেওয়া যাবে এবং একই দিন দুপুর ১২.১৫ ঘটিকায় উপস্থিত দরদাতা অথবা তাদের মনোনীত প্রতিনিধির (যদি থাকে) উপস্থিতিতে খোলা হবে। bbox=[48, 844, 420, 880]
table-row bbox=[995, 1610, 1521, 1624]
spec-value: 2K-0829570 bbox=[196, 1421, 251, 1431]
spec-row bbox=[91, 1343, 304, 1356]
ad-title: দরপত্র বিজ্ঞপ্তি bbox=[1206, 1387, 1308, 1408]
ad-signer-title: সচিব (অতিরিক্ত সচিব) bbox=[330, 1834, 413, 1844]
table-cell: ভান্ডার রক্ষক bbox=[1030, 789, 1083, 817]
special-term: (৪) দরপত্র পিপিআর/২০০৮ ও পিপিএ/২০০৬ মোতাবেক প্রক্রিয়াকরণ করা হবে। bbox=[998, 2031, 1263, 2041]
special-term: (১) দরপত্র দাখিলের সময় সংশ্লিষ্ট কাজের অভিজ্ঞতার সনদপত্র দাখিল করতে হবে। bbox=[998, 1997, 1270, 2007]
table-cell: ০৮। bbox=[995, 1567, 1024, 1581]
right-badge: উন্নয়নের অগ্রযাত্রায় শেখ হাসিনার বাংলাদেশ bbox=[1422, 573, 1519, 602]
table-cell: (৭) bbox=[995, 1842, 1024, 1867]
table-cell: দরপত্রের বিষয় bbox=[1024, 1523, 1201, 1538]
ad-signer-title: প্রধান নির্বাহী কর্মকর্তা bbox=[1432, 1041, 1507, 1051]
term-key: (ক) bbox=[49, 1485, 81, 1532]
table-cell: দরপত্র আহবানকারী কর্মকর্তার যোগাযোগের মাধ্যম bbox=[1024, 1968, 1201, 1982]
spec-colon: : bbox=[188, 1408, 191, 1419]
term-key: (ঙ) bbox=[49, 1645, 81, 1691]
table-cell: জুলাই/২০১৮ হইতে জুন/২০১৯ পর্যন্ত bbox=[1418, 1891, 1520, 1925]
section-logo-icon: ☗ bbox=[307, 80, 354, 140]
article-hello-taka bbox=[35, 154, 441, 531]
table-cell: চাহিদা মোতাবেক bbox=[1184, 1722, 1238, 1746]
spec-row bbox=[91, 1369, 304, 1382]
table-cell: কম্পিউটার সামগ্রী সরবরাহ ও মেরামত। bbox=[1024, 1842, 1184, 1867]
ad-address: বনানী, ঢাকা - ১২১৩ bbox=[747, 2270, 829, 2282]
table-row bbox=[995, 1953, 1521, 1968]
ad-paragraph: দরপত্রের সাথে মহাব্যবস্থাপক, বাংলাদেশ ব্যাংক, বগুড়ার অনুকূলে টেন্ডার সিকিউরিটি বাবদ ২,০০,০০০/- (টাকা দুই লক্ষ মাত্র) টাকার ব্যাংক ড্রাফট/পে-অর্ডার সংযুক্ত করতে হবে (ফেরতযোগ্য)। ক্লিনিং কাজের শর্তাবলী ও বিস্তারিত তথ্য সম্বলিত দরপত্র দলিল বাংলাদেশ ব্যাংক, বগুড়ার সাধারণ সেবা বিভাগ হতে ১৩/০৫/২০১৮ তারিখ থেকে ০৭/০৬/২০১৮ তারিখ পর্যন্ত অফিস চলাকালীন অফেরতযোগ্য নগদ ৫০০/- (টাকা পাঁচশত মাত্র) টাকায় ক্রয় করা যাবে। bbox=[48, 780, 427, 840]
table-cell: জুলাই/২০১৮ হইতে জুন/২০১৯ পর্যন্ত bbox=[1418, 1722, 1520, 1746]
table-cell: জুলাই/২০১৮ হইতে জুন/২০১৯ পর্যন্ত bbox=[1418, 1842, 1520, 1867]
